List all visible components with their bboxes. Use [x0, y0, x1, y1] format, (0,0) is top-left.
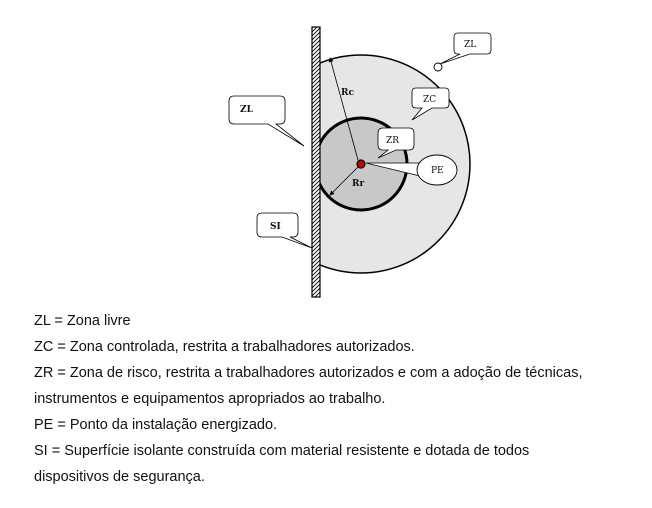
legend-line-zl: ZL = Zona livre: [34, 313, 131, 329]
si-callout-bubble: [257, 213, 312, 248]
legend-line-zr: ZR = Zona de risco, restrita a trabalhadores autorizados e com a adoção de técnicas,: [34, 365, 583, 381]
zr-label: ZR: [386, 136, 400, 146]
energized-point: [357, 160, 365, 168]
zl-left-label: ZL: [240, 105, 253, 115]
zl-right-marker: [434, 63, 442, 71]
pe-label: PE: [431, 166, 444, 176]
legend-line-si: SI = Superfície isolante construída com material resistente e dotada de todos: [34, 443, 530, 459]
legend-line-si-cont: dispositivos de segurança.: [34, 469, 205, 485]
legend-line-pe: PE = Ponto da instalação energizado.: [34, 417, 278, 433]
legend-line-zr-cont: instrumentos e equipamentos apropriados ao trabalho.: [34, 391, 386, 407]
rc-label: Rc: [341, 88, 354, 98]
legend-list: [34, 308, 644, 490]
legend-line-zc: ZC = Zona controlada, restrita a trabalhadores autorizados.: [34, 339, 415, 355]
zc-label: ZC: [423, 95, 437, 105]
rr-label: Rr: [352, 179, 365, 189]
zl-right-label: ZL: [464, 40, 477, 50]
zl-left-callout-bubble: [229, 96, 304, 146]
insulating-surface: [312, 27, 320, 297]
si-label: SI: [270, 222, 281, 232]
